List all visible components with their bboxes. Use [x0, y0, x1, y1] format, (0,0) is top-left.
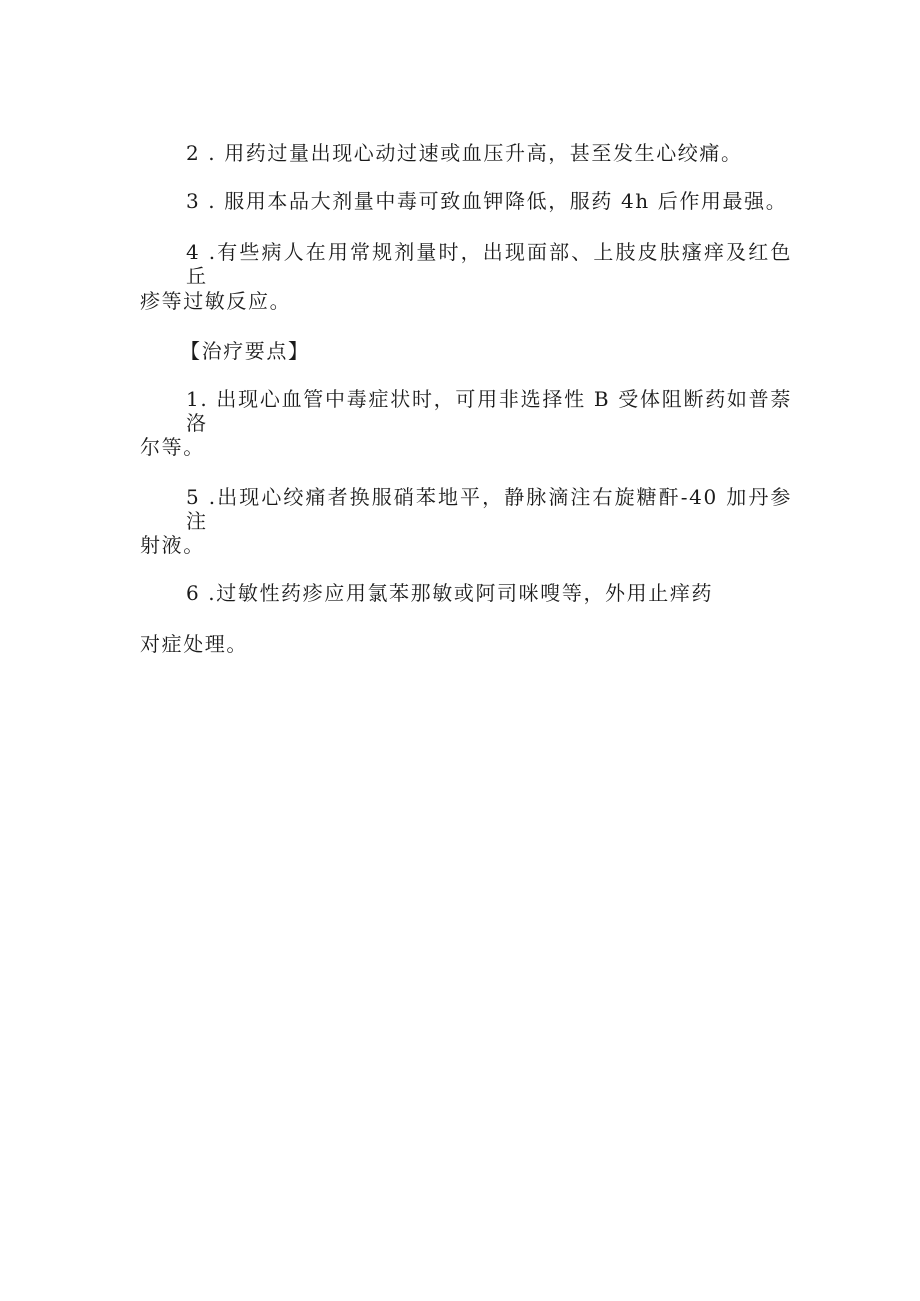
treatment-item-5-line-1: 5 .出现心绞痛者换服硝苯地平，静脉滴注右旋糖酐-40 加丹参注 — [186, 485, 792, 533]
paragraph-item-2: 2 . 用药过量出现心动过速或血压升高，甚至发生心绞痛。 — [186, 141, 743, 165]
section-heading: 【治疗要点】 — [180, 339, 310, 363]
paragraph-item-4-line-1: 4 .有些病人在用常规剂量时，出现面部、上肢皮肤瘙痒及红色丘 — [186, 240, 792, 288]
treatment-item-6-line-2: 对症处理。 — [140, 632, 248, 656]
treatment-item-1-line-1: 1. 出现心血管中毒症状时，可用非选择性 B 受体阻断药如普萘洛 — [186, 387, 792, 435]
treatment-item-6-line-1: 6 .过敏性药疹应用氯苯那敏或阿司咪嗖等，外用止痒药 — [186, 581, 714, 605]
paragraph-item-4-line-2: 疹等过敏反应。 — [140, 289, 292, 313]
treatment-item-5-line-2: 射液。 — [140, 533, 205, 557]
treatment-item-1-line-2: 尔等。 — [140, 435, 205, 459]
paragraph-item-3: 3 . 服用本品大剂量中毒可致血钾降低，服药 4h 后作用最强。 — [186, 189, 788, 213]
